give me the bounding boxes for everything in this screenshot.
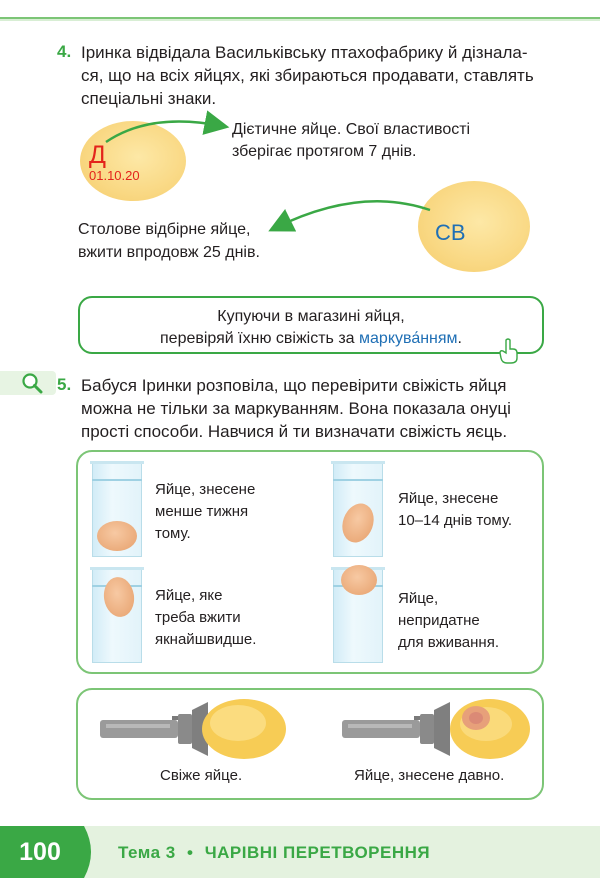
diet-egg-mark: Д bbox=[89, 141, 106, 169]
note-line-2 bbox=[80, 330, 542, 348]
footer-topic-title: ЧАРІВНІ ПЕРЕТВОРЕННЯ bbox=[204, 843, 431, 862]
note-line-2-suffix: . bbox=[457, 330, 462, 347]
glass-2-caption-line-2: 10–14 днів тому. bbox=[398, 512, 513, 529]
task-4-number: 4. bbox=[57, 42, 72, 61]
flashlight-icon bbox=[100, 720, 178, 738]
task-5-number: 5. bbox=[57, 375, 72, 394]
glass-1-caption-line-1: Яйце, знесене bbox=[155, 481, 256, 498]
task-5-text-line-3: прості способи. Навчися й ти визначати свіжість яєць. bbox=[81, 422, 508, 441]
diet-egg-date: 01.10.20 bbox=[89, 168, 140, 183]
flashlight-icon bbox=[342, 720, 420, 738]
arrows-overlay bbox=[0, 0, 600, 300]
glass-3-caption-line-3: якнайшвидше. bbox=[155, 631, 257, 648]
pointing-hand-icon bbox=[498, 338, 520, 364]
table-egg-arrow bbox=[275, 201, 430, 228]
water-glass-1 bbox=[92, 461, 142, 557]
glass-4-caption-line-1: Яйце, bbox=[398, 590, 439, 607]
note-box bbox=[78, 296, 544, 354]
footer-topic-prefix: Тема 3 bbox=[118, 843, 176, 862]
old-egg-caption: Яйце, знесене давно. bbox=[354, 767, 505, 784]
footer-topic bbox=[118, 843, 430, 863]
egg-lying-on-bottom bbox=[97, 521, 137, 551]
note-line-1: Купуючи в магазині яйця, bbox=[217, 308, 405, 325]
glass-2-caption-line-1: Яйце, знесене bbox=[398, 490, 499, 507]
water-glass-4 bbox=[333, 567, 383, 663]
task-4-text-line-3: спеціальні знаки. bbox=[81, 89, 217, 108]
glass-3-caption-line-1: Яйце, яке bbox=[155, 587, 223, 604]
egg-floating-at-top bbox=[341, 565, 377, 595]
diet-egg-description-line-1: Дієтичне яйце. Свої властивості bbox=[232, 121, 471, 138]
note-term-marking: маркува́нням bbox=[359, 330, 458, 347]
task-4-text-line-2: ся, що на всіх яйцях, які збираються продавати, ставлять bbox=[81, 66, 534, 85]
magnifier-icon bbox=[21, 372, 43, 394]
glass-3-caption-line-2: треба вжити bbox=[155, 609, 241, 626]
task-5-text-line-2: можна не тільки за маркуванням. Вона показала онуці bbox=[81, 399, 511, 418]
note-line-2-prefix: перевіряй їхню свіжість за bbox=[160, 330, 360, 347]
glass-1-caption-line-3: тому. bbox=[155, 525, 191, 542]
flashlight-old-egg-illustration bbox=[338, 696, 538, 762]
table-egg-description-line-1: Столове відбірне яйце, bbox=[78, 221, 251, 238]
table-egg-mark: СВ bbox=[435, 220, 466, 245]
flashlight-fresh-egg-illustration bbox=[96, 696, 296, 762]
task-4-text-line-1: Іринка відвідала Васильківську птахофабрику й дізнала- bbox=[81, 43, 528, 62]
table-egg-description-line-2: вжити впродовж 25 днів. bbox=[78, 244, 260, 261]
glass-4-caption-line-3: для вживання. bbox=[398, 634, 500, 651]
glass-1-caption-line-2: менше тижня bbox=[155, 503, 249, 520]
diet-egg-description-line-2: зберігає протягом 7 днів. bbox=[232, 143, 417, 160]
water-glass-3 bbox=[92, 567, 142, 663]
page-number: 100 bbox=[19, 838, 61, 866]
glass-4-caption-line-2: непридатне bbox=[398, 612, 480, 629]
water-glass-2 bbox=[333, 461, 383, 557]
task-5-text-line-1: Бабуся Іринки розповіла, що перевірити свіжість яйця bbox=[81, 376, 507, 395]
diet-egg-arrow bbox=[106, 122, 222, 142]
footer-bullet: • bbox=[187, 843, 194, 862]
fresh-egg-caption: Свіже яйце. bbox=[160, 767, 243, 784]
